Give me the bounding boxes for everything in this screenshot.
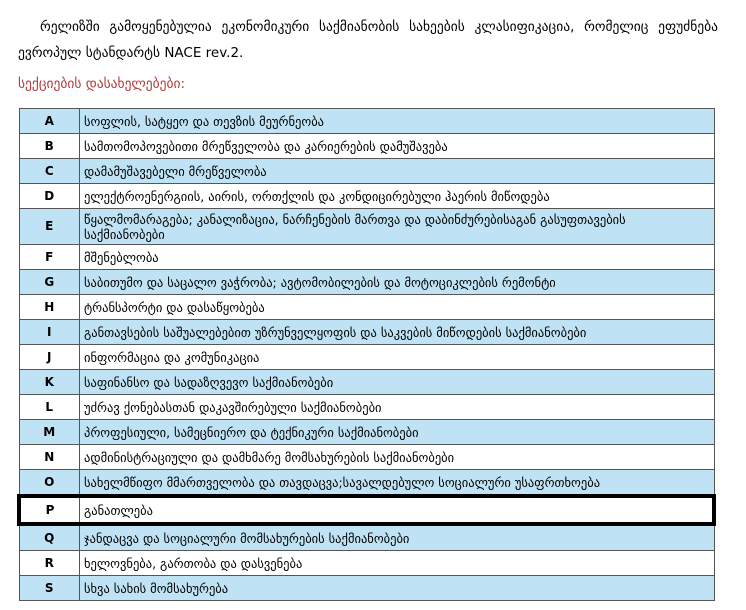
section-row-e[interactable] (19, 209, 714, 245)
section-name: წყალმომარაგება; კანალიზაცია, ნარჩენების მართვა და დაბინძურებისაგან გასუფთავების საქმიანობები (80, 209, 715, 245)
section-name: სოფლის, სატყეო და თევზის მეურნეობა (80, 109, 715, 134)
section-name: ხელოვნება, გართობა და დასვენება (80, 551, 715, 576)
section-row-b[interactable] (19, 134, 714, 159)
section-row-h[interactable] (19, 295, 714, 320)
section-name: საფინანსო და სადაზღვევო საქმიანობები (80, 370, 715, 395)
section-code: F (19, 245, 80, 270)
section-code: L (19, 395, 80, 420)
section-row-c[interactable] (19, 159, 714, 184)
section-code: C (19, 159, 80, 184)
section-row-k[interactable] (19, 370, 714, 395)
section-code: N (19, 445, 80, 470)
section-name: უძრავ ქონებასთან დაკავშირებული საქმიანობები (80, 395, 715, 420)
intro-paragraph: რელიზში გამოყენებულია ეკონომიკური საქმიანობის სახეების კლასიფიკაცია, რომელიც ეფუძნება ევროპულ სტანდარტს NACE rev.2. (18, 19, 718, 61)
section-row-j[interactable] (19, 345, 714, 370)
section-code: K (19, 370, 80, 395)
section-row-d[interactable] (19, 184, 714, 209)
section-name: სამთომოპოვებითი მრეწველობა და კარიერების დამუშავება (80, 134, 715, 159)
sections-table-body (19, 109, 714, 601)
section-code: D (19, 184, 80, 209)
section-code: Q (19, 524, 80, 551)
section-row-m[interactable] (19, 420, 714, 445)
section-code: A (19, 109, 80, 134)
section-code: O (19, 470, 80, 497)
section-code: I (19, 320, 80, 345)
section-code: J (19, 345, 80, 370)
section-row-l[interactable] (19, 395, 714, 420)
section-name: ადმინისტრაციული და დამხმარე მომსახურების საქმიანობები (80, 445, 715, 470)
section-row-g[interactable] (19, 270, 714, 295)
section-row-n[interactable] (19, 445, 714, 470)
section-row-p[interactable] (19, 496, 714, 524)
section-name: სხვა სახის მომსახურება (80, 576, 715, 601)
sections-table (17, 108, 716, 601)
section-name: ჯანდაცვა და სოციალური მომსახურების საქმიანობები (80, 524, 715, 551)
section-row-i[interactable] (19, 320, 714, 345)
section-name: ელექტროენერგიის, აირის, ორთქლის და კონდიცირებული ჰაერის მიწოდება (80, 184, 715, 209)
section-code: B (19, 134, 80, 159)
section-name: დამამუშავებელი მრეწველობა (80, 159, 715, 184)
section-name: განთავსების საშუალებებით უზრუნველყოფის და საკვების მიწოდების საქმიანობები (80, 320, 715, 345)
section-row-o[interactable] (19, 470, 714, 497)
section-name: პროფესიული, სამეცნიერო და ტექნიკური საქმიანობები (80, 420, 715, 445)
section-row-q[interactable] (19, 524, 714, 551)
section-code: M (19, 420, 80, 445)
section-name: საბითუმო და საცალო ვაჭრობა; ავტომობილების და მოტოციკლების რემონტი (80, 270, 715, 295)
section-name: მშენებლობა (80, 245, 715, 270)
section-name: ტრანსპორტი და დასაწყობება (80, 295, 715, 320)
section-code: R (19, 551, 80, 576)
section-code: H (19, 295, 80, 320)
sections-heading: სექციების დასახელებები: (18, 76, 186, 92)
section-row-s[interactable] (19, 576, 714, 601)
section-name: სახელმწიფო მმართველობა და თავდაცვა;სავალდებულო სოციალური უსაფრთხოება (80, 470, 715, 497)
section-row-a[interactable] (19, 109, 714, 134)
section-name: განათლება (80, 496, 715, 524)
section-row-r[interactable] (19, 551, 714, 576)
section-code: S (19, 576, 80, 601)
section-row-f[interactable] (19, 245, 714, 270)
section-code: P (19, 496, 80, 524)
section-name: ინფორმაცია და კომუნიკაცია (80, 345, 715, 370)
section-code: G (19, 270, 80, 295)
section-code: E (19, 209, 80, 245)
